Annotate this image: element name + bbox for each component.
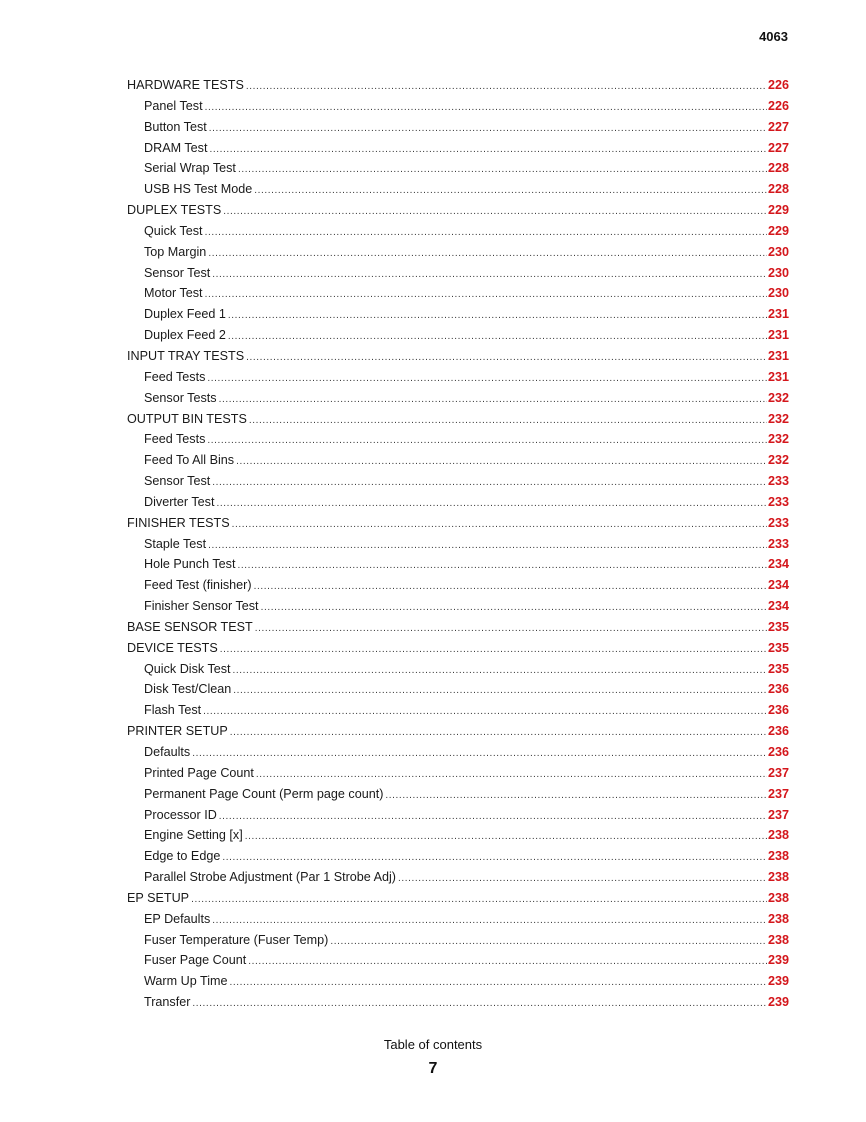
toc-entry-title: Disk Test/Clean — [144, 682, 232, 697]
dot-leader — [246, 352, 767, 363]
dot-leader — [216, 498, 767, 509]
dot-leader — [398, 873, 767, 884]
toc-entry-title: Motor Test — [144, 286, 203, 301]
toc-entry-page: 230 — [767, 244, 789, 259]
dot-leader — [233, 665, 767, 676]
toc-entry-title: Panel Test — [144, 98, 203, 113]
dot-leader — [207, 373, 767, 384]
dot-leader — [192, 748, 767, 759]
toc-entry-title: Duplex Feed 1 — [144, 307, 226, 322]
toc-subsection[interactable] — [127, 849, 789, 870]
dot-leader — [208, 540, 767, 551]
toc-section[interactable] — [127, 641, 789, 662]
toc-subsection[interactable] — [127, 557, 789, 578]
dot-leader — [220, 644, 767, 655]
toc-entry-page: 238 — [767, 870, 789, 885]
toc-entry-title: Hole Punch Test — [144, 557, 236, 572]
toc-entry-title: Fuser Page Count — [144, 953, 247, 968]
toc-section[interactable] — [127, 203, 789, 224]
dot-leader — [212, 269, 767, 280]
toc-entry-title: USB HS Test Mode — [144, 182, 253, 197]
toc-entry-title: Printed Page Count — [144, 765, 254, 780]
dot-leader — [192, 998, 767, 1009]
toc-entry-title: Flash Test — [144, 703, 202, 718]
toc-entry-title: Permanent Page Count (Perm page count) — [144, 786, 384, 801]
toc-entry-title: Edge to Edge — [144, 849, 221, 864]
dot-leader — [209, 144, 767, 155]
dot-leader — [236, 456, 767, 467]
toc-subsection[interactable] — [127, 662, 789, 683]
toc-subsection[interactable] — [127, 537, 789, 558]
toc-subsection[interactable] — [127, 495, 789, 516]
toc-entry-title: Warm Up Time — [144, 974, 228, 989]
dot-leader — [254, 185, 767, 196]
toc-entry-page: 233 — [767, 494, 789, 509]
toc-entry-title: HARDWARE TESTS — [127, 78, 244, 92]
toc-entry-page: 238 — [767, 911, 789, 926]
toc-subsection[interactable] — [127, 120, 789, 141]
dot-leader — [205, 289, 767, 300]
toc-entry-page: 235 — [767, 619, 789, 634]
toc-entry-page: 237 — [767, 765, 789, 780]
toc-entry-page: 231 — [767, 328, 789, 343]
toc-entry-title: Feed Test (finisher) — [144, 578, 252, 593]
dot-leader — [209, 123, 767, 134]
dot-leader — [219, 394, 767, 405]
toc-entry-page: 231 — [767, 348, 789, 363]
dot-leader — [238, 164, 767, 175]
dot-leader — [256, 769, 767, 780]
dot-leader — [212, 915, 767, 926]
toc-subsection[interactable] — [127, 912, 789, 933]
dot-leader — [191, 894, 767, 905]
dot-leader — [233, 685, 767, 696]
toc-entry-title: Fuser Temperature (Fuser Temp) — [144, 932, 329, 947]
toc-entry-page: 237 — [767, 807, 789, 822]
dot-leader — [255, 623, 767, 634]
toc-entry-title: INPUT TRAY TESTS — [127, 348, 245, 363]
dot-leader — [203, 706, 767, 717]
toc-entry-page: 230 — [767, 286, 789, 301]
toc-entry-page: 227 — [767, 119, 789, 134]
toc-entry-page: 236 — [767, 682, 789, 697]
dot-leader — [245, 831, 767, 842]
toc-entry-page: 238 — [767, 849, 789, 864]
dot-leader — [330, 936, 767, 947]
toc-entry-page: 234 — [767, 557, 789, 572]
toc-entry-page: 231 — [767, 307, 789, 322]
dot-leader — [385, 790, 767, 801]
toc-entry-title: EP SETUP — [127, 890, 190, 905]
toc-subsection[interactable] — [127, 745, 789, 766]
toc-entry-page: 228 — [767, 182, 789, 197]
toc-entry-page: 236 — [767, 745, 789, 759]
toc-subsection[interactable] — [127, 974, 789, 995]
table-of-contents — [127, 78, 789, 1016]
toc-entry-page: 232 — [767, 453, 789, 468]
dot-leader — [223, 206, 767, 217]
toc-entry-title: PRINTER SETUP — [127, 724, 228, 739]
toc-subsection[interactable] — [127, 787, 789, 808]
toc-entry-title: DUPLEX TESTS — [127, 203, 222, 218]
toc-subsection[interactable] — [127, 995, 789, 1016]
toc-subsection[interactable] — [127, 578, 789, 599]
toc-subsection[interactable] — [127, 828, 789, 849]
toc-entry-title: Feed Tests — [144, 432, 206, 447]
toc-entry-page: 234 — [767, 599, 789, 614]
toc-subsection[interactable] — [127, 99, 789, 120]
toc-entry-title: Top Margin — [144, 244, 207, 259]
toc-section[interactable] — [127, 516, 789, 537]
toc-subsection[interactable] — [127, 599, 789, 620]
toc-section[interactable] — [127, 724, 789, 745]
toc-entry-page: 235 — [767, 661, 789, 676]
dot-leader — [228, 310, 767, 321]
toc-entry-title: Feed Tests — [144, 369, 206, 384]
toc-subsection[interactable] — [127, 453, 789, 474]
dot-leader — [254, 581, 767, 592]
toc-entry-title: OUTPUT BIN TESTS — [127, 411, 247, 426]
toc-entry-title: Finisher Sensor Test — [144, 599, 259, 614]
toc-entry-page: 239 — [767, 974, 789, 989]
toc-entry-page: 226 — [767, 98, 789, 113]
toc-entry-page: 228 — [767, 161, 789, 176]
toc-subsection[interactable] — [127, 391, 789, 412]
page-number: 7 — [428, 1060, 438, 1077]
toc-entry-title: Staple Test — [144, 536, 207, 551]
toc-subsection[interactable] — [127, 141, 789, 162]
toc-entry-title: EP Defaults — [144, 911, 211, 926]
toc-entry-page: 232 — [767, 390, 789, 405]
dot-leader — [237, 560, 767, 571]
toc-subsection[interactable] — [127, 370, 789, 391]
dot-leader — [212, 477, 767, 488]
dot-leader — [222, 852, 767, 863]
toc-subsection[interactable] — [127, 182, 789, 203]
toc-section[interactable] — [127, 891, 789, 912]
dot-leader — [248, 956, 767, 967]
toc-entry-page: 238 — [767, 932, 789, 947]
toc-subsection[interactable] — [127, 933, 789, 954]
toc-section[interactable] — [127, 620, 789, 641]
toc-subsection[interactable] — [127, 682, 789, 703]
toc-section[interactable] — [127, 349, 789, 370]
toc-entry-title: Serial Wrap Test — [144, 161, 236, 176]
toc-entry-title: Parallel Strobe Adjustment (Par 1 Strobe Adj) — [144, 870, 397, 885]
document-number: 4063 — [759, 29, 788, 44]
toc-entry-title: Processor ID — [144, 807, 217, 822]
toc-entry-page: 239 — [767, 953, 789, 968]
toc-entry-title: FINISHER TESTS — [127, 515, 230, 530]
toc-subsection[interactable] — [127, 245, 789, 266]
dot-leader — [232, 519, 767, 530]
toc-entry-title: Duplex Feed 2 — [144, 328, 226, 343]
toc-section[interactable] — [127, 78, 789, 99]
toc-entry-page: 236 — [767, 703, 789, 718]
toc-entry-page: 239 — [767, 995, 789, 1010]
toc-subsection[interactable] — [127, 266, 789, 287]
toc-entry-page: 231 — [767, 369, 789, 384]
toc-subsection[interactable] — [127, 286, 789, 307]
toc-entry-title: Sensor Test — [144, 474, 211, 489]
toc-entry-page: 233 — [767, 536, 789, 551]
dot-leader — [249, 415, 767, 426]
dot-leader — [219, 811, 767, 822]
dot-leader — [207, 435, 767, 446]
toc-entry-page: 229 — [767, 223, 789, 238]
dot-leader — [246, 81, 767, 92]
dot-leader — [230, 727, 767, 738]
toc-subsection[interactable] — [127, 474, 789, 495]
dot-leader — [230, 977, 767, 988]
toc-entry-title: Transfer — [144, 995, 191, 1010]
toc-entry-page: 234 — [767, 578, 789, 593]
toc-entry-page: 238 — [767, 890, 789, 905]
toc-section[interactable] — [127, 412, 789, 433]
toc-entry-page: 227 — [767, 140, 789, 155]
toc-subsection[interactable] — [127, 703, 789, 724]
dot-leader — [208, 248, 767, 259]
toc-entry-title: DEVICE TESTS — [127, 640, 218, 655]
toc-entry-title: Sensor Tests — [144, 390, 217, 405]
toc-subsection[interactable] — [127, 224, 789, 245]
toc-entry-title: Button Test — [144, 119, 207, 134]
toc-subsection[interactable] — [127, 161, 789, 182]
toc-entry-title: DRAM Test — [144, 140, 208, 155]
toc-entry-title: BASE SENSOR TEST — [127, 619, 253, 634]
dot-leader — [205, 102, 767, 113]
toc-entry-page: 233 — [767, 515, 789, 530]
toc-entry-title: Diverter Test — [144, 494, 215, 509]
toc-subsection[interactable] — [127, 766, 789, 787]
toc-entry-page: 238 — [767, 828, 789, 843]
toc-entry-page: 232 — [767, 411, 789, 426]
toc-subsection[interactable] — [127, 953, 789, 974]
toc-entry-page: 232 — [767, 432, 789, 447]
toc-entry-page: 236 — [767, 724, 789, 739]
toc-entry-page: 233 — [767, 474, 789, 489]
toc-entry-page: 226 — [767, 78, 789, 92]
toc-subsection[interactable] — [127, 328, 789, 349]
toc-entry-title: Quick Disk Test — [144, 661, 231, 676]
toc-entry-title: Engine Setting [x] — [144, 828, 243, 843]
dot-leader — [228, 331, 767, 342]
toc-entry-page: 235 — [767, 640, 789, 655]
toc-subsection[interactable] — [127, 432, 789, 453]
toc-entry-page: 230 — [767, 265, 789, 280]
toc-entry-page: 229 — [767, 203, 789, 218]
toc-entry-title: Defaults — [144, 745, 191, 759]
toc-entry-title: Quick Test — [144, 223, 203, 238]
toc-subsection[interactable] — [127, 870, 789, 891]
toc-entry-title: Feed To All Bins — [144, 453, 235, 468]
dot-leader — [261, 602, 767, 613]
toc-subsection[interactable] — [127, 808, 789, 829]
footer-caption: Table of contents — [383, 1037, 483, 1052]
toc-entry-title: Sensor Test — [144, 265, 211, 280]
toc-subsection[interactable] — [127, 307, 789, 328]
dot-leader — [205, 227, 767, 238]
toc-entry-page: 237 — [767, 786, 789, 801]
